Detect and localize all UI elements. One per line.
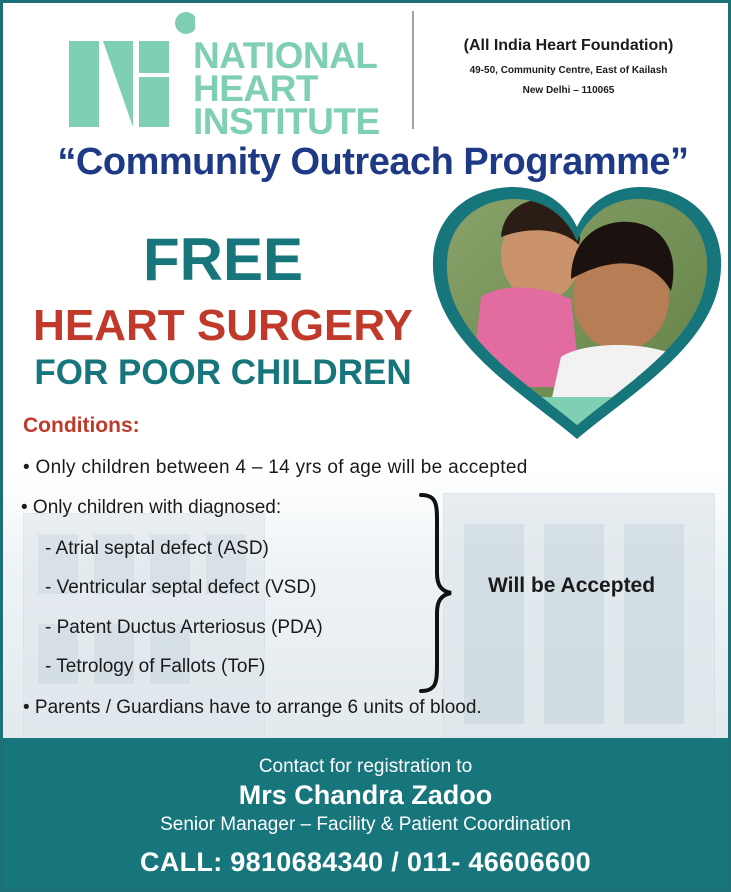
condition-asd: - Atrial septal defect (ASD) — [45, 538, 269, 559]
nhi-logo — [65, 11, 405, 142]
contact-name: Mrs Chandra Zadoo — [238, 780, 493, 810]
condition-vsd: - Ventricular septal defect (VSD) — [45, 577, 317, 598]
contact-intro: Contact for registration to — [258, 756, 473, 777]
programme-title: “Community Outreach Programme” — [57, 141, 689, 183]
logo-line-1: NATIONAL — [193, 35, 378, 76]
address-line-1: 49-50, Community Centre, East of Kailash — [469, 65, 668, 76]
contact-footer — [3, 738, 728, 889]
contact-role: Senior Manager – Facility & Patient Coordination — [160, 814, 571, 835]
heart-photo-frame — [431, 187, 723, 447]
condition-blood: • Parents / Guardians have to arrange 6 units of blood. — [23, 697, 482, 718]
headline-free: FREE — [142, 226, 304, 293]
logo-line-3: INSTITUTE — [193, 101, 380, 142]
headline-heart-surgery: HEART SURGERY — [33, 301, 413, 350]
logo-line-2: HEART — [193, 68, 318, 109]
conditions-heading: Conditions: — [23, 414, 140, 437]
curly-brace-icon — [415, 493, 455, 693]
header-divider — [412, 11, 414, 129]
condition-tof: - Tetrology of Fallots (ToF) — [45, 656, 266, 677]
contact-phone: CALL: 9810684340 / 011- 46606600 — [140, 847, 591, 877]
org-name: (All India Heart Foundation) — [463, 37, 674, 54]
address-line-2: New Delhi – 110065 — [522, 85, 615, 96]
logo-wordmark — [193, 35, 380, 142]
condition-age: • Only children between 4 – 14 yrs of age will be accepted — [23, 457, 528, 478]
nhi-logo-icon — [65, 11, 195, 133]
headline-for-poor-children: FOR POOR CHILDREN — [34, 353, 412, 392]
condition-diagnosed: • Only children with diagnosed: — [21, 497, 282, 518]
will-be-accepted-label: Will be Accepted — [488, 574, 656, 597]
condition-pda: - Patent Ductus Arteriosus (PDA) — [45, 617, 323, 638]
